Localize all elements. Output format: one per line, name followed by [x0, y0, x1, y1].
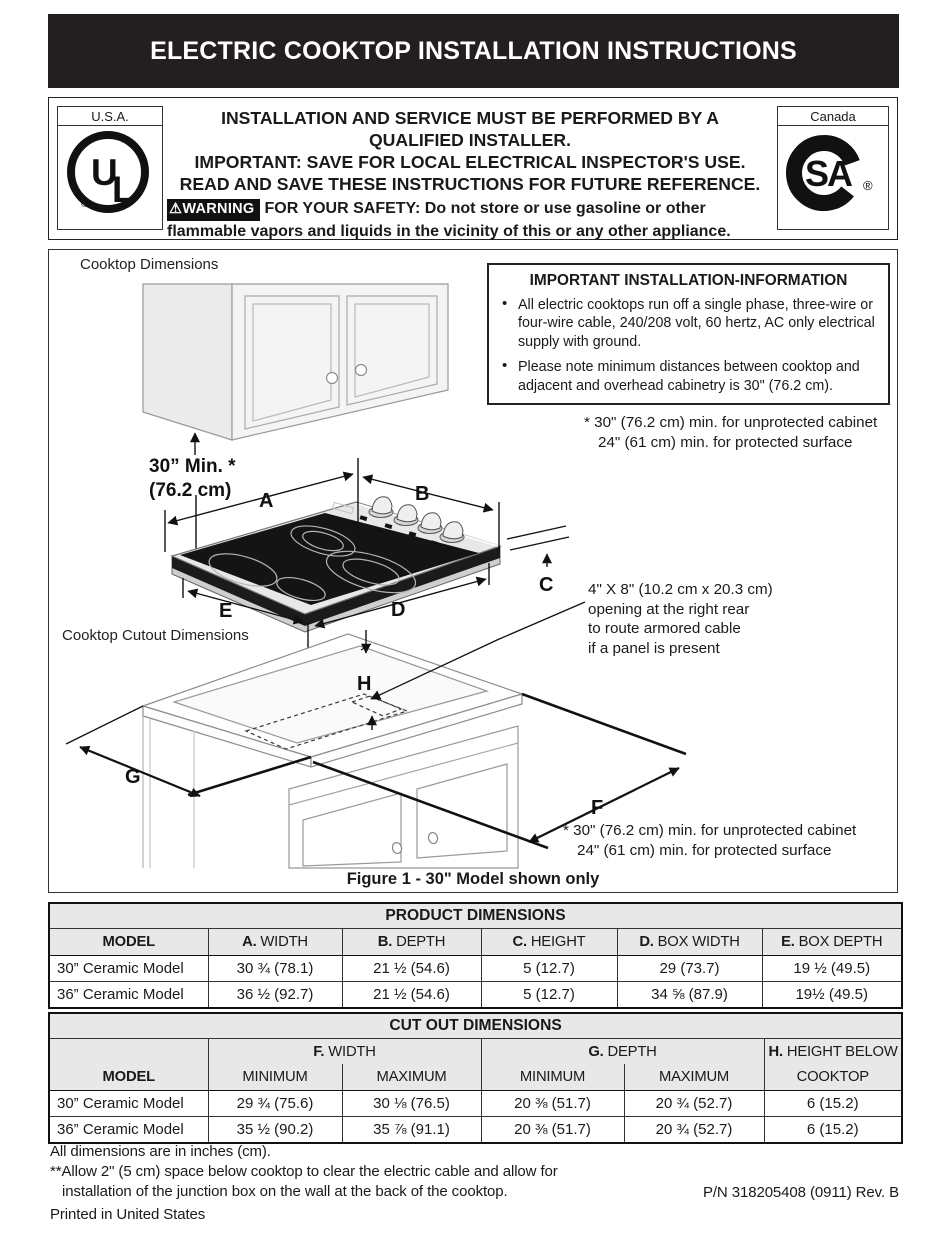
notice-line-2: QUALIFIED INSTALLER.	[369, 130, 571, 150]
value-cell: 35 ⅞ (91.1)	[342, 1117, 481, 1144]
installer-notice-text	[167, 107, 773, 242]
table-row	[49, 982, 902, 1009]
model-cell: 36” Ceramic Model	[49, 1117, 208, 1144]
dim-label-b: B	[415, 483, 430, 505]
safety-warning	[167, 198, 773, 242]
value-cell: 29 (73.7)	[617, 956, 762, 982]
dim-label-f: F	[591, 797, 604, 819]
cutout-table-title: CUT OUT DIMENSIONS	[49, 1013, 902, 1039]
product-table-title: PRODUCT DIMENSIONS	[49, 903, 902, 929]
cooktop-dimensions-label: Cooktop Dimensions	[80, 256, 219, 273]
csa-registered-symbol: ®	[863, 178, 873, 193]
dim-label-h: H	[357, 673, 372, 695]
clearance-note-bottom-line1: * 30" (76.2 cm) min. for unprotected cabinet	[563, 822, 857, 839]
model-cell: 30” Ceramic Model	[49, 1091, 208, 1117]
col-name: DEPTH	[396, 934, 446, 950]
dim-label-c: C	[539, 574, 554, 596]
ul-registered-symbol: ®	[81, 198, 90, 210]
dim-label-a: A	[259, 490, 274, 512]
group-header-height-below	[764, 1039, 902, 1065]
col-letter: D.	[639, 934, 654, 950]
dim-label-g: G	[125, 766, 141, 788]
cable-opening-line2: opening at the right rear	[588, 600, 750, 618]
col-header-maximum: MAXIMUM	[624, 1064, 764, 1091]
value-cell: 5 (12.7)	[481, 956, 617, 982]
warning-badge	[167, 199, 260, 221]
model-cell: 36” Ceramic Model	[49, 982, 208, 1009]
value-cell: 30 ¾ (78.1)	[208, 956, 342, 982]
col-header-height	[481, 929, 617, 956]
col-name: DEPTH	[607, 1043, 657, 1060]
col-letter: E.	[781, 934, 795, 950]
document-title: ELECTRIC COOKTOP INSTALLATION INSTRUCTIONS	[150, 36, 797, 65]
col-letter: C.	[512, 934, 527, 950]
warning-text-line-2: flammable vapors and liquids in the vicinity of this or any other appliance.	[167, 223, 731, 240]
col-header-model: MODEL	[49, 1064, 208, 1091]
value-cell: 34 ⅝ (87.9)	[617, 982, 762, 1009]
product-dimensions-table	[48, 902, 903, 1009]
wall-cabinet-drawing	[143, 284, 448, 440]
value-cell: 29 ¾ (75.6)	[208, 1091, 342, 1117]
cutout-table-group-row	[49, 1039, 902, 1065]
model-cell: 30” Ceramic Model	[49, 956, 208, 982]
value-cell: 21 ½ (54.6)	[342, 956, 481, 982]
footer-allowance-note-line2: installation of the junction box on the wall at the back of the cooktop.	[62, 1183, 508, 1200]
figure-caption: Figure 1 - 30" Model shown only	[346, 870, 600, 888]
value-cell: 20 ⅜ (51.7)	[481, 1117, 624, 1144]
col-header-minimum: MINIMUM	[208, 1064, 342, 1091]
bullet-icon: •	[502, 357, 508, 375]
value-cell: 5 (12.7)	[481, 982, 617, 1009]
figure-1-panel	[48, 249, 898, 893]
ul-letter-l: L	[112, 169, 135, 210]
col-letter: F.	[313, 1043, 325, 1060]
info-bullet-2	[497, 358, 880, 395]
col-letter: G.	[588, 1043, 604, 1060]
clearance-note-top	[584, 413, 877, 452]
base-cabinet-drawing	[143, 634, 522, 868]
document-title-bar	[48, 14, 899, 88]
group-header-depth	[481, 1039, 764, 1065]
table-row	[49, 1117, 902, 1144]
col-name: WIDTH	[328, 1043, 376, 1060]
col-letter: H.	[768, 1043, 783, 1060]
warning-triangle-icon: ⚠	[169, 201, 183, 217]
clearance-note-top-line2: 24" (61 cm) min. for protected surface	[598, 433, 853, 451]
bullet-icon: •	[502, 295, 508, 312]
col-header-box-width	[617, 929, 762, 956]
notice-line-1: INSTALLATION AND SERVICE MUST BE PERFORMED BY A	[221, 108, 719, 128]
table-row	[49, 1091, 902, 1117]
clearance-note-bottom	[563, 821, 856, 860]
info-box-title: IMPORTANT INSTALLATION-INFORMATION	[529, 272, 848, 289]
value-cell: 35 ½ (90.2)	[208, 1117, 342, 1144]
min-clearance-metric: (76.2 cm)	[149, 480, 232, 501]
dim-label-d: D	[391, 599, 406, 621]
col-letter: A.	[242, 934, 257, 950]
clearance-note-bottom-line2: 24" (61 cm) min. for protected surface	[577, 841, 832, 859]
info-bullet-2-text: Please note minimum distances between cooktop and adjacent and overhead cabinetry is 30" (76.2 cm).	[518, 359, 860, 394]
table-row	[49, 956, 902, 982]
canada-label: Canada	[778, 107, 888, 126]
installation-info-box	[487, 263, 890, 405]
cutout-dimensions-table	[48, 1012, 903, 1144]
cutout-table-subheader-row	[49, 1064, 902, 1091]
col-name: WIDTH	[260, 934, 308, 950]
csa-letters-sa: SA	[805, 153, 852, 194]
info-bullet-1	[497, 296, 880, 351]
ul-listing-box	[57, 106, 163, 230]
col-name: HEIGHT	[530, 934, 586, 950]
cable-opening-note	[588, 580, 773, 658]
col-header-box-depth	[762, 929, 902, 956]
col-name: HEIGHT BELOW	[786, 1043, 898, 1060]
model-spacer-cell	[49, 1039, 208, 1065]
col-name: BOX DEPTH	[798, 934, 883, 950]
value-cell: 6 (15.2)	[764, 1091, 902, 1117]
notice-line-3: IMPORTANT: SAVE FOR LOCAL ELECTRICAL INSPECTOR'S USE.	[194, 152, 746, 172]
value-cell: 6 (15.2)	[764, 1117, 902, 1144]
cable-opening-line4: if a panel is present	[588, 639, 720, 657]
ul-mark-icon	[58, 126, 158, 218]
col-header-maximum: MAXIMUM	[342, 1064, 481, 1091]
col-header-depth	[342, 929, 481, 956]
col-header-model: MODEL	[49, 929, 208, 956]
cable-opening-line3: to route armored cable	[588, 620, 741, 637]
col-letter: B.	[377, 934, 393, 950]
notice-line-4: READ AND SAVE THESE INSTRUCTIONS FOR FUTURE REFERENCE.	[179, 174, 761, 194]
warning-text-line-1: FOR YOUR SAFETY: Do not store or use gasoline or other	[264, 200, 706, 217]
value-cell: 20 ⅜ (51.7)	[481, 1091, 624, 1117]
value-cell: 19½ (49.5)	[762, 982, 902, 1009]
value-cell: 36 ½ (92.7)	[208, 982, 342, 1009]
ul-letter-u: U	[91, 152, 118, 193]
value-cell: 20 ¾ (52.7)	[624, 1091, 764, 1117]
certification-section	[48, 97, 898, 240]
usa-label: U.S.A.	[58, 107, 162, 126]
col-header-minimum: MINIMUM	[481, 1064, 624, 1091]
cutout-dimensions-label: Cooktop Cutout Dimensions	[62, 627, 249, 644]
value-cell: 30 ⅛ (76.5)	[342, 1091, 481, 1117]
clearance-note-top-line1: * 30" (76.2 cm) min. for unprotected cabinet	[584, 414, 878, 431]
group-header-width	[208, 1039, 481, 1065]
col-header-cooktop: COOKTOP	[764, 1064, 902, 1091]
product-table-header-row	[49, 929, 902, 956]
info-bullet-1-text: All electric cooktops run off a single phase, three-wire or four-wire cable, 240/208 volt, 60 hertz, AC only electrical supply with ground.	[518, 297, 875, 350]
footer-units-note: All dimensions are in inches (cm).	[50, 1143, 271, 1160]
value-cell: 20 ¾ (52.7)	[624, 1117, 764, 1144]
dim-label-e: E	[219, 600, 233, 622]
value-cell: 21 ½ (54.6)	[342, 982, 481, 1009]
csa-certification-box	[777, 106, 889, 230]
col-header-width	[208, 929, 342, 956]
cable-opening-line1: 4" X 8" (10.2 cm x 20.3 cm)	[588, 581, 773, 598]
csa-mark-icon	[778, 126, 884, 220]
value-cell: 19 ½ (49.5)	[762, 956, 902, 982]
col-name: BOX WIDTH	[657, 934, 740, 950]
min-clearance-value: 30” Min. *	[149, 456, 236, 477]
part-number: P/N 318205408 (0911) Rev. B	[702, 1184, 899, 1201]
warning-badge-label: WARNING	[182, 201, 255, 217]
footer-allowance-note-line1: **Allow 2" (5 cm) space below cooktop to clear the electric cable and allow for	[50, 1163, 558, 1180]
printed-in-note: Printed in United States	[50, 1206, 206, 1223]
